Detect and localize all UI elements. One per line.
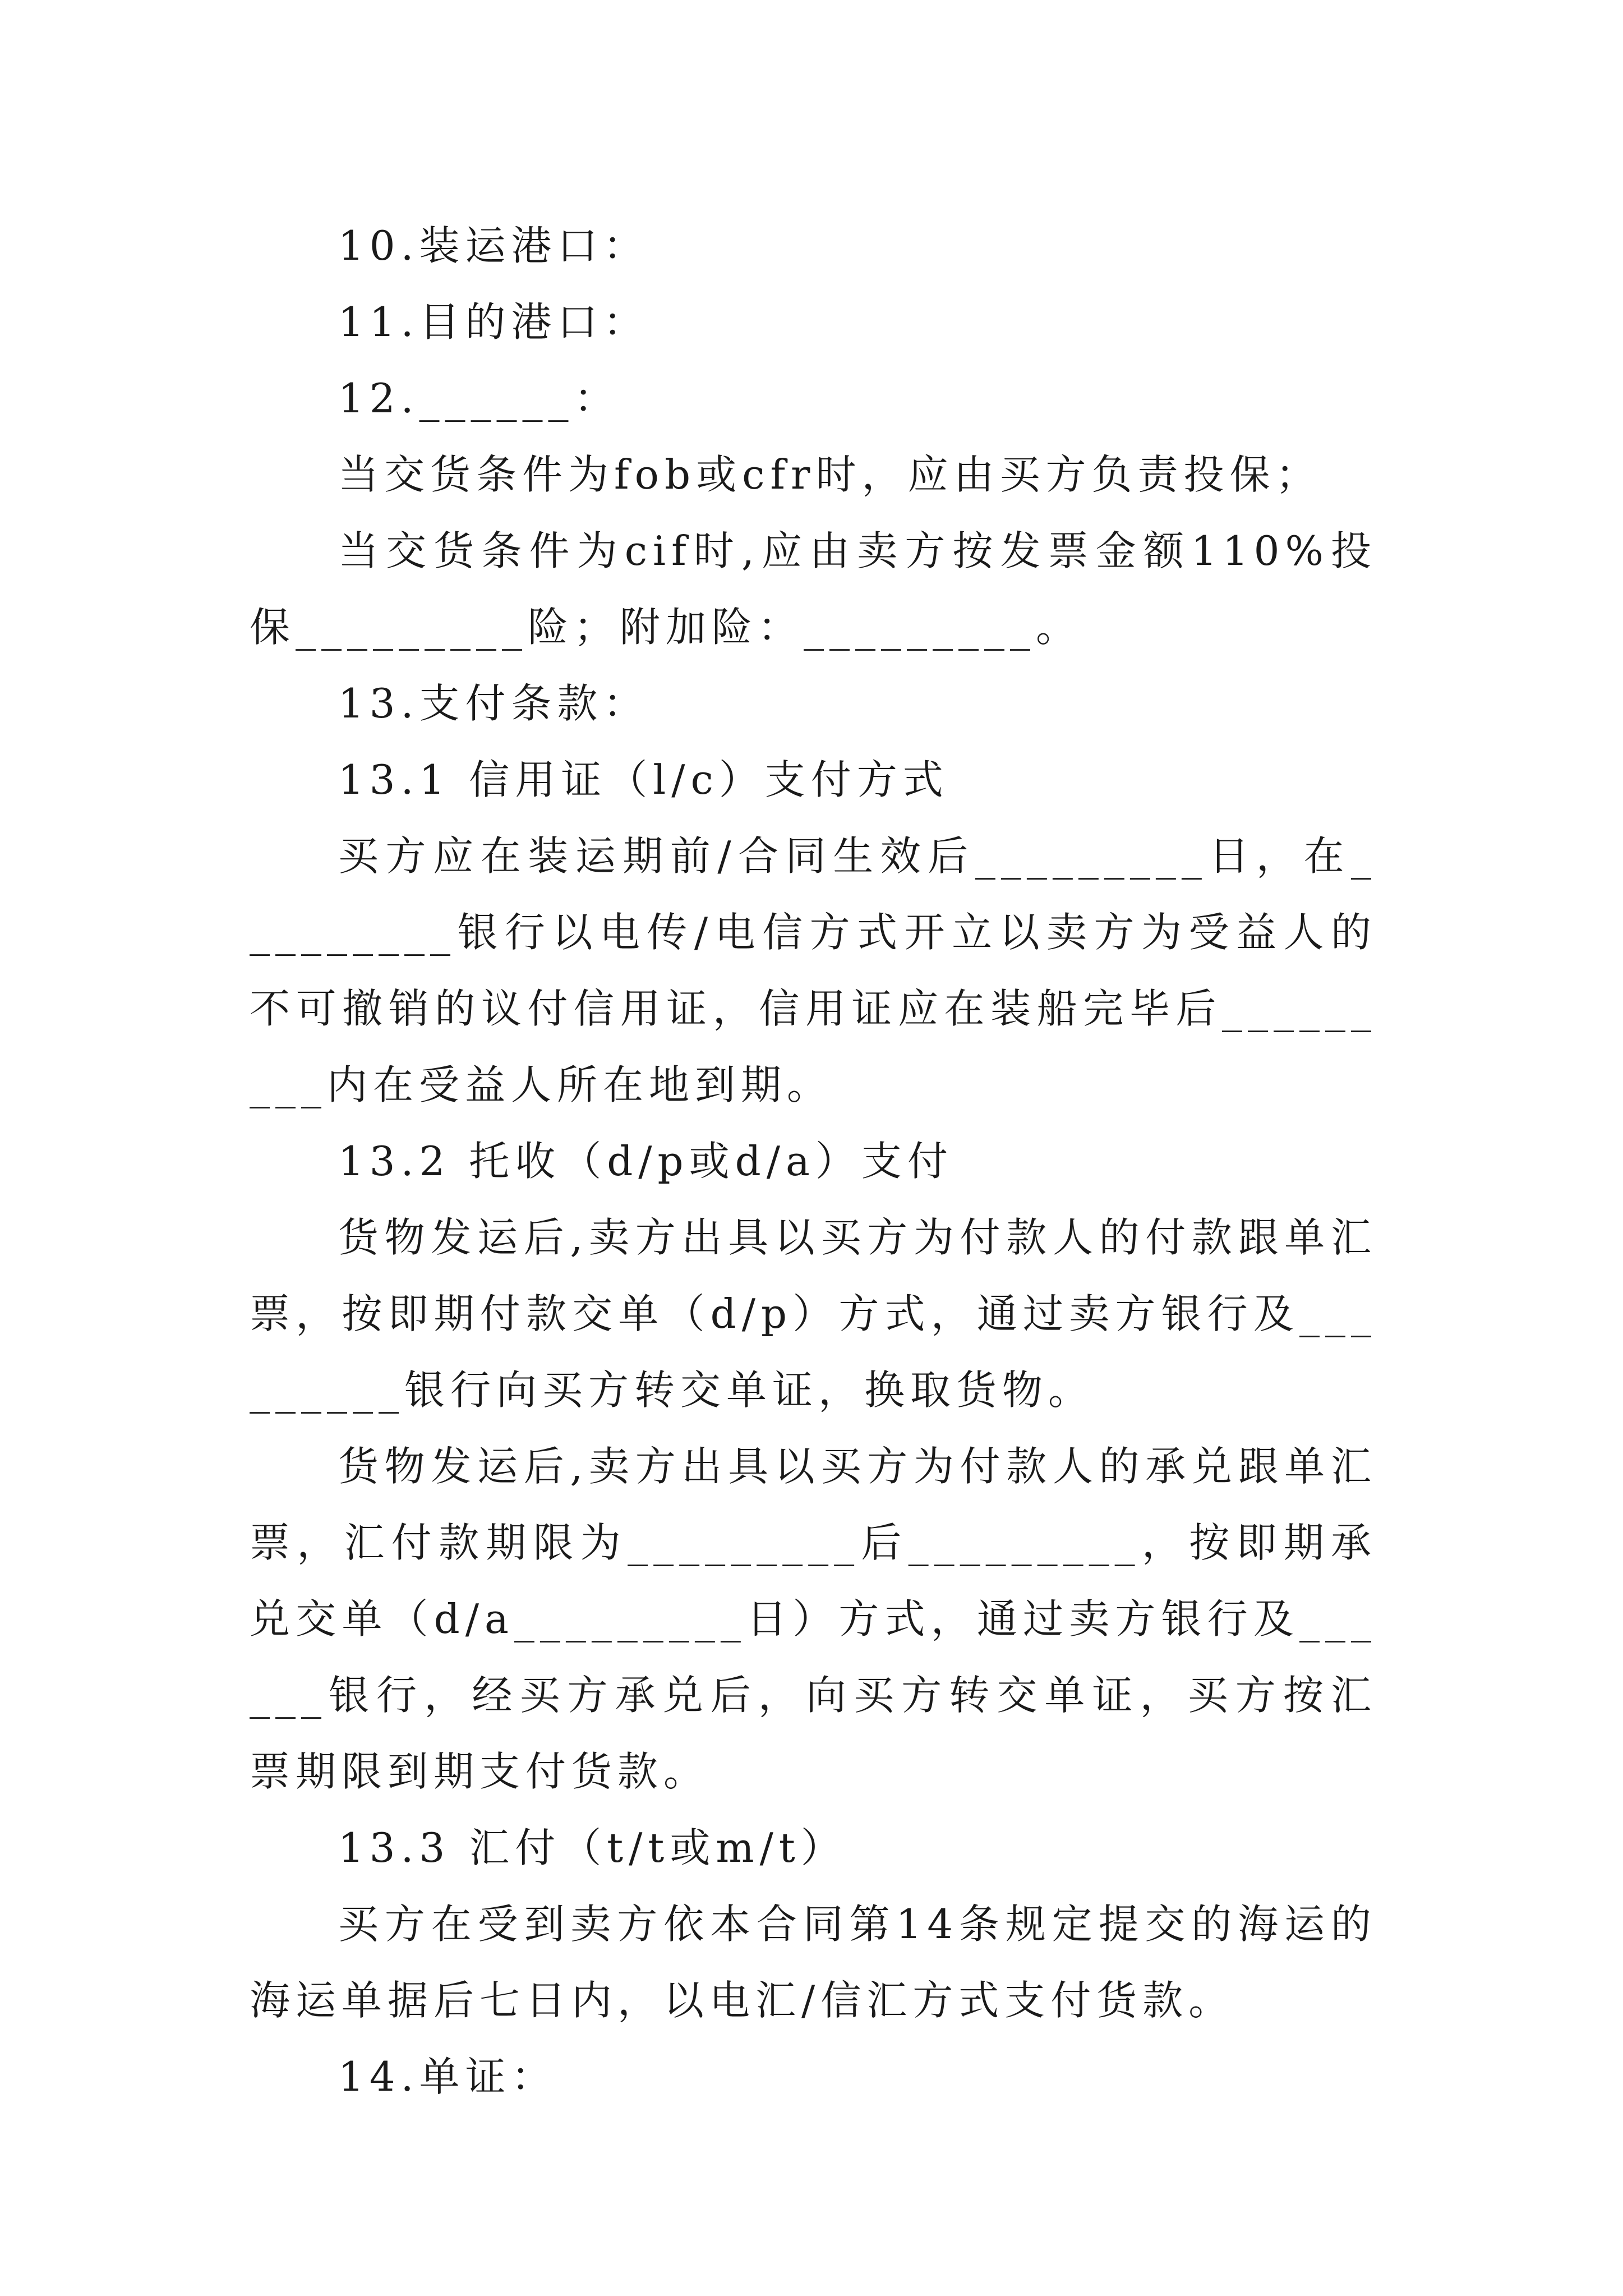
clause-13-3-heading: 13.3 汇付（t/t或m/t） bbox=[338, 1824, 847, 1871]
letter-of-credit-paragraph: 买方应在装运期前/合同生效后_________日，在_________银行以电传/电信方式开立以卖方为受益人的不可撤销的议付信用证，信用证应在装船完毕后_________内在受益人所在地到期。 bbox=[250, 832, 1377, 1108]
collection-dp-paragraph: 货物发运后,卖方出具以买方为付款人的付款跟单汇票，按即期付款交单（d/p）方式，通过卖方银行及_________银行向买方转交单证，换取货物。 bbox=[250, 1214, 1377, 1414]
clause-12-heading: 12.______： bbox=[338, 375, 620, 422]
remittance-paragraph: 买方在受到卖方依本合同第14条规定提交的海运的海运单据后七日内，以电汇/信汇方式支付货款。 bbox=[250, 1901, 1377, 2024]
insurance-fob-cfr-paragraph: 当交货条件为fob或cfr时，应由买方负责投保； bbox=[338, 451, 1322, 498]
clause-13-1-heading: 13.1 信用证（l/c）支付方式 bbox=[338, 756, 949, 803]
clause-14-heading: 14.单证： bbox=[338, 2053, 557, 2100]
clause-13-heading: 13.支付条款： bbox=[338, 680, 649, 727]
clause-11-destination-port: 11.目的港口： bbox=[338, 298, 649, 346]
clause-13-2-heading: 13.2 托收（d/p或d/a）支付 bbox=[338, 1138, 953, 1185]
collection-da-paragraph: 货物发运后,卖方出具以买方为付款人的承兑跟单汇票，汇付款期限为_________后_________，按即期承兑交单（d/a_________日）方式，通过卖方银行及______银行，经买方承兑后，向买方转交单证，买方按汇票期限到期支付货款。 bbox=[250, 1443, 1377, 1795]
clause-10-loading-port: 10.装运港口： bbox=[338, 222, 649, 269]
insurance-cif-paragraph: 当交货条件为cif时,应由卖方按发票金额110%投保_________险；附加险：_________。 bbox=[250, 527, 1377, 651]
document-body bbox=[250, 208, 1377, 2115]
